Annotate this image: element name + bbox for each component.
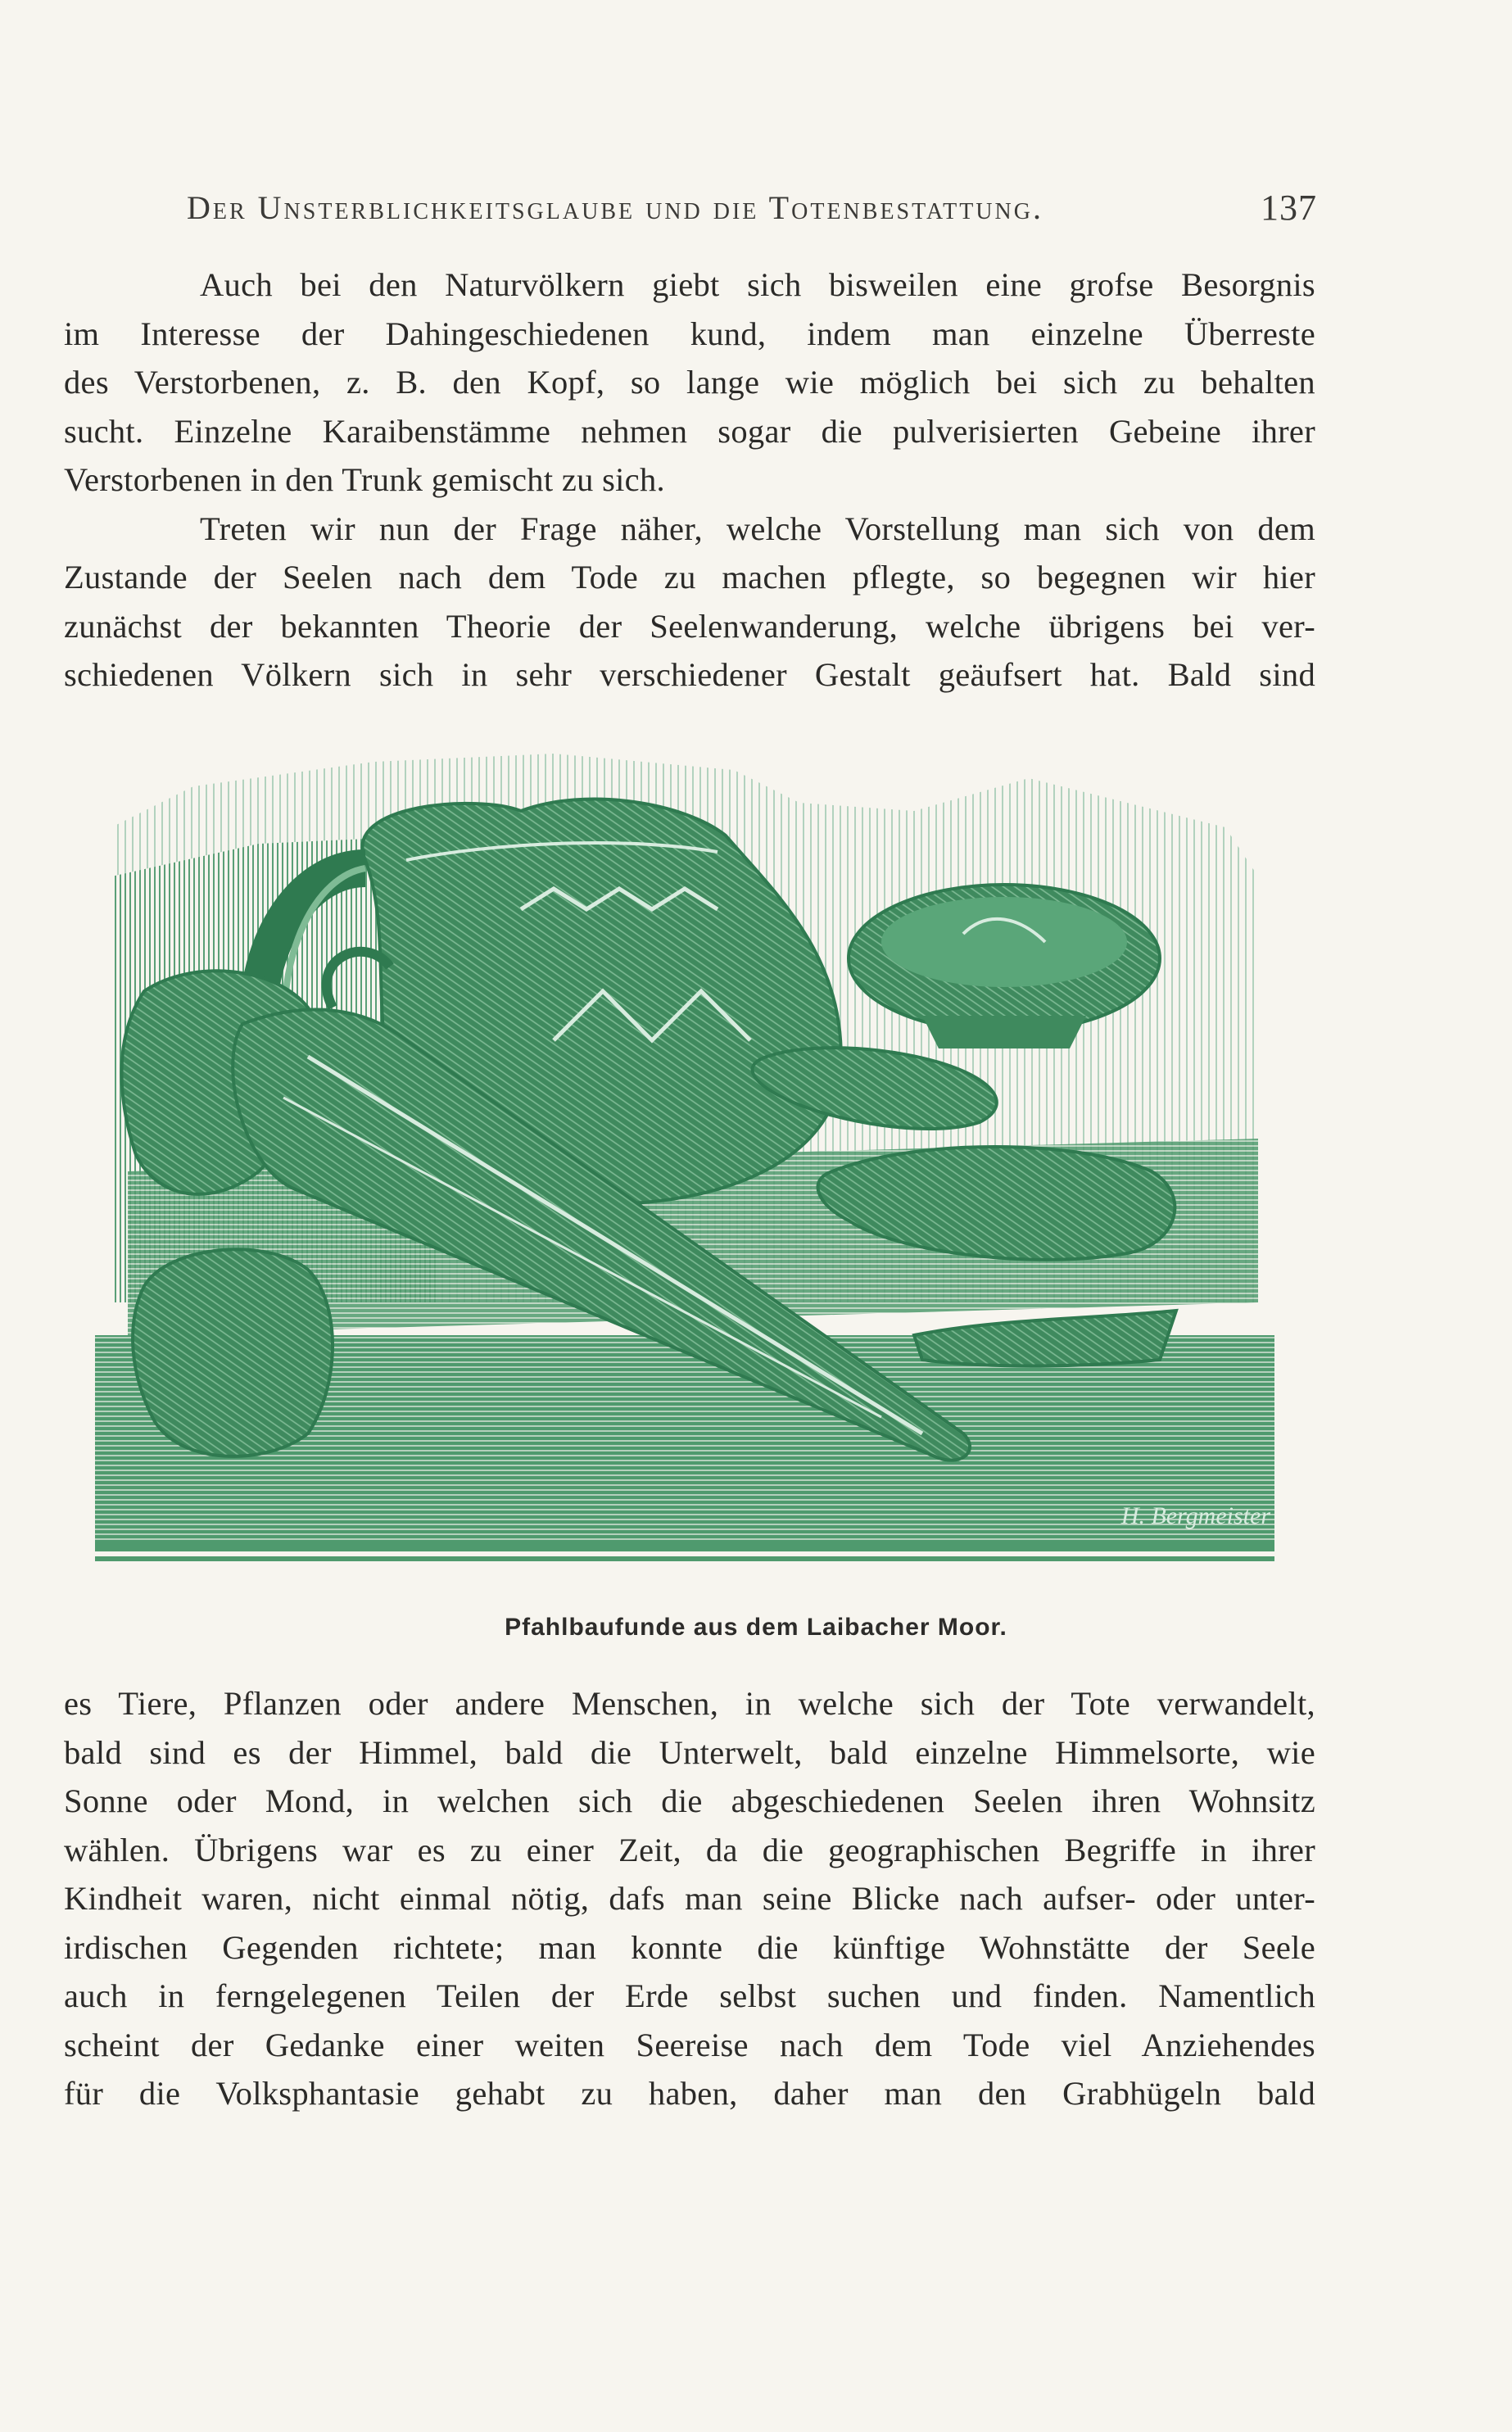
text-line: des Verstorbenen, z. B. den Kopf, so lange wie möglich bei sich zu behalten [64,364,1315,401]
text-line: im Interesse der Dahingeschiedenen kund, indem man einzelne Überreste [64,315,1315,352]
engraving-figure [95,713,1274,1596]
text-line: irdischen Gegenden richtete; man konnte die künftige Wohnstätte der Seele [64,1928,1315,1966]
text-line: scheint der Gedanke einer weiten Seereise nach dem Tode viel Anziehendes [64,2026,1315,2063]
small-point [914,1311,1176,1366]
text-line: Verstorbenen in den Trunk gemischt zu sich. [64,461,665,498]
text-line: Zustande der Seelen nach dem Tode zu machen pflegte, so begegnen wir hier [64,559,1315,596]
text-line: Kindheit waren, nicht einmal nötig, dafs man seine Blicke nach aufser- oder unter- [64,1880,1315,1917]
text-line: sucht. Einzelne Karaibenstämme nehmen sogar die pulverisierten Gebeine ihrer [64,412,1315,450]
artist-signature: H. Bergmeister [1120,1502,1270,1529]
base-line [95,1556,1274,1561]
page-number: 137 [1261,188,1317,228]
figure-caption: Pfahlbaufunde aus dem Laibacher Moor. [505,1614,1007,1641]
running-title: Der Unsterblichkeitsglaube und die Totenbestattung. [187,189,1043,226]
text-line: es Tiere, Pflanzen oder andere Menschen, in welche sich der Tote verwandelt, [64,1685,1315,1722]
text-line: Sonne oder Mond, in welchen sich die abgeschiedenen Seelen ihren Wohnsitz [64,1782,1315,1819]
stone-block [133,1249,333,1456]
text-line: zunächst der bekannten Theorie der Seelenwanderung, welche übrigens bei ver- [64,607,1315,645]
running-head [187,179,1317,236]
paragraph-2 [64,505,1315,700]
paragraph-1 [64,260,1315,505]
text-line: bald sind es der Himmel, bald die Unterwelt, bald einzelne Himmelsorte, wie [64,1733,1315,1771]
paragraph-3 [64,1679,1315,2118]
engraving-illustration [95,713,1274,1596]
text-block-bottom [64,1679,1315,2118]
text-block-top [64,260,1315,700]
text-line: schiedenen Völkern sich in sehr verschiedener Gestalt geäufsert hat. Bald sind [64,656,1315,693]
text-line: Treten wir nun der Frage näher, welche Vorstellung man sich von dem [200,509,1315,547]
text-line: wählen. Übrigens war es zu einer Zeit, da die geographischen Begriffe in ihrer [64,1831,1315,1868]
base-line [95,1540,1274,1551]
text-line: für die Volksphantasie gehabt zu haben, daher man den Grabhügeln bald [64,2075,1315,2112]
text-line: auch in ferngelegenen Teilen der Erde selbst suchen und finden. Namentlich [64,1977,1315,2014]
text-line: Auch bei den Naturvölkern giebt sich bisweilen eine grofse Besorgnis [200,266,1315,303]
